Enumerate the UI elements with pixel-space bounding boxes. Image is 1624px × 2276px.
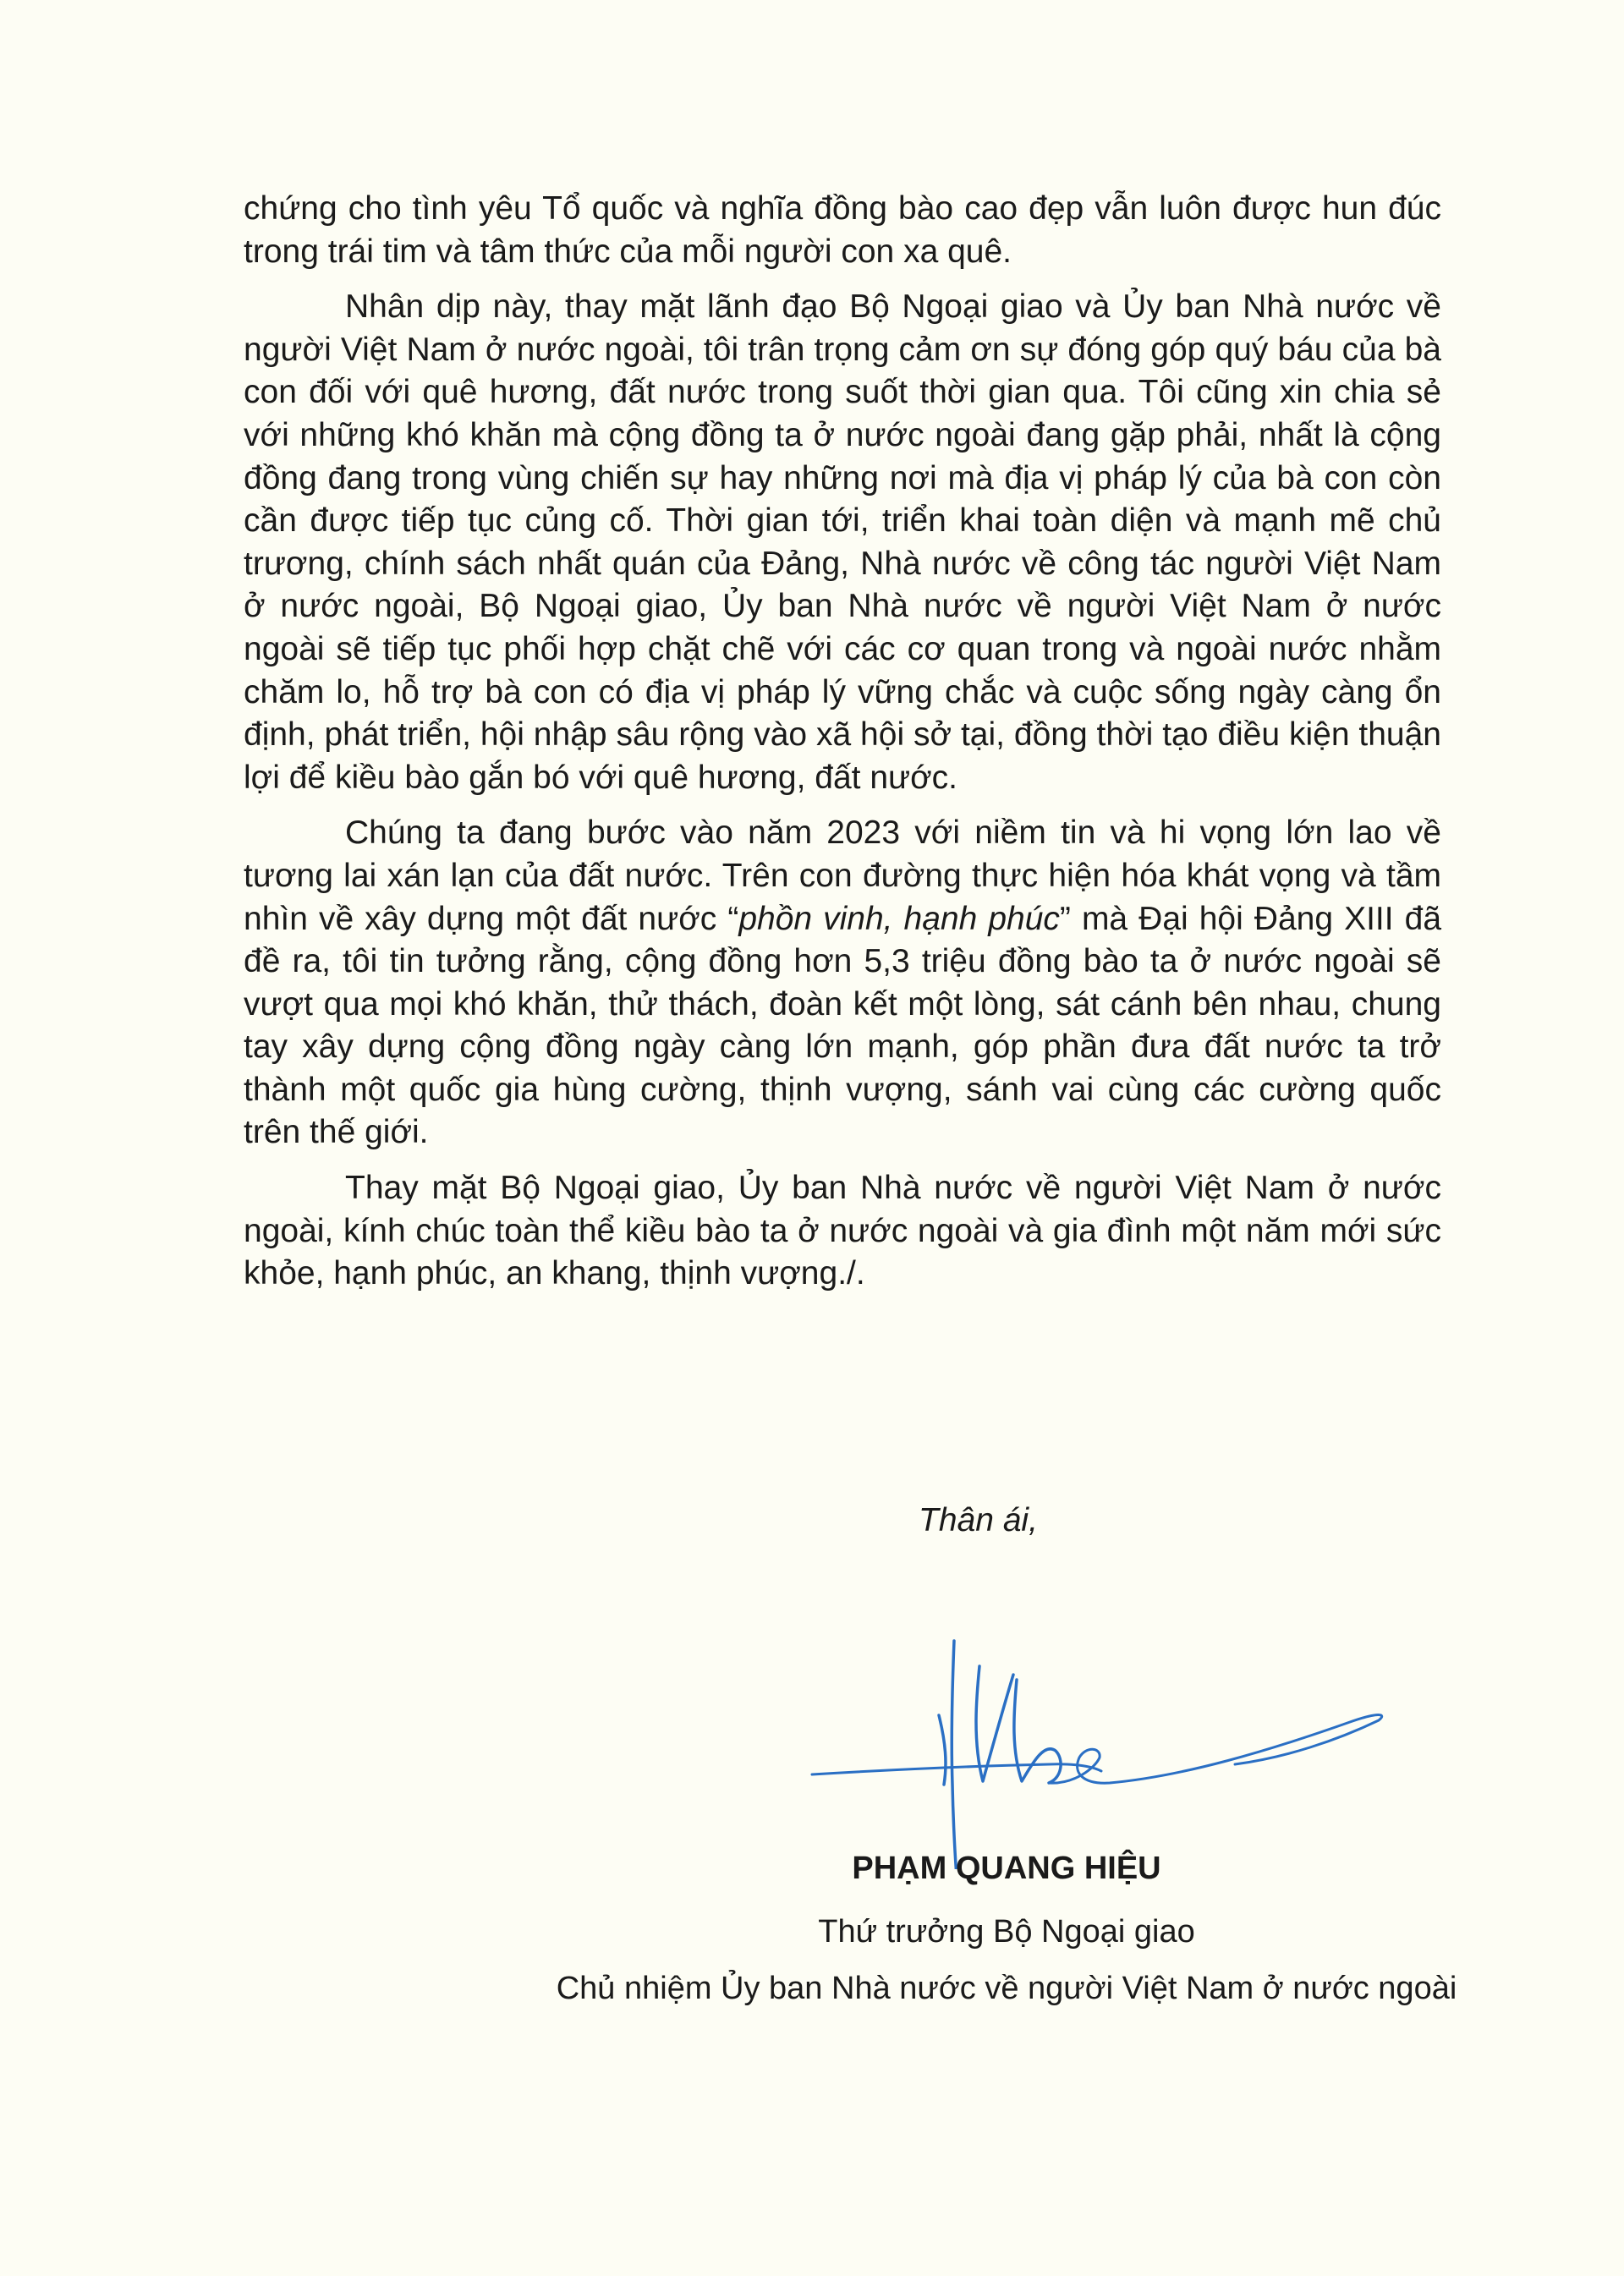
paragraph-new-year-part1: Chúng ta đang bước vào năm 2023 với niềm tin và hi vọng lớn lao về tương lai xán lạn của đất nước. Trên con đường thực hiện hóa khát vọng và tầm nhìn về xây dựng một đất nước “ bbox=[244, 814, 1441, 937]
signatory-name: PHẠM QUANG HIỆU bbox=[852, 1851, 1161, 1886]
signature-strokes bbox=[812, 1641, 1382, 1869]
paragraph-continued: chứng cho tình yêu Tổ quốc và nghĩa đồng bào cao đẹp vẫn luôn được hun đúc trong trái tim và tâm thức của mỗi người con xa quê. bbox=[244, 190, 1441, 270]
paragraph-wishes: Thay mặt Bộ Ngoại giao, Ủy ban Nhà nước về người Việt Nam ở nước ngoài, kính chúc toàn thể kiều bào ta ở nước ngoài và gia đình một năm mới sức khỏe, hạnh phúc, an khang, thịnh vượng./. bbox=[244, 1170, 1441, 1292]
signature-stroke bbox=[1049, 1715, 1382, 1784]
signature-stroke bbox=[1014, 1680, 1061, 1783]
paragraph-thanks: Nhân dịp này, thay mặt lãnh đạo Bộ Ngoại giao và Ủy ban Nhà nước về người Việt Nam ở nước ngoài, tôi trân trọng cảm ơn sự đóng góp quý báu của bà con đối với quê hương, đất nước trong suốt thời gian qua. Tôi cũng xin chia sẻ với những khó khăn mà cộng đồng ta ở nước ngoài đang gặp phải, nhất là cộng đồng đang trong vùng chiến sự hay những nơi mà địa vị pháp lý của bà con còn cần được tiếp tục củng cố. Thời gian tới, triển khai toàn diện và mạnh mẽ chủ trương, chính sách nhất quán của Đảng, Nhà nước về công tác người Việt Nam ở nước ngoài, Bộ Ngoại giao, Ủy ban Nhà nước về người Việt Nam ở nước ngoài sẽ tiếp tục phối hợp chặt chẽ với các cơ quan trong và ngoài nước nhằm chăm lo, hỗ trợ bà con có địa vị pháp lý vững chắc và cuộc sống ngày càng ổn định, phát triển, hội nhập sâu rộng vào xã hội sở tại, đồng thời tạo điều kiện thuận lợi để kiều bào gắn bó với quê hương, đất nước. bbox=[244, 288, 1441, 796]
signature-stroke bbox=[952, 1641, 957, 1869]
paragraph-new-year-part2: ” mà Đại hội Đảng XIII đã đề ra, tôi tin tưởng rằng, cộng đồng hơn 5,3 triệu đồng bào ta ở nước ngoài sẽ vượt qua mọi khó khăn, thử thách, đoàn kết một lòng, sát cánh bên nhau, chung tay xây dựng cộng đồng ngày càng lớn mạnh, góp phần đưa đất nước ta trở thành một quốc gia hùng cường, thịnh vượng, sánh vai cùng các cường quốc trên thế giới. bbox=[244, 900, 1442, 1151]
signature-stroke bbox=[976, 1666, 1013, 1781]
signatory-title-2: Chủ nhiệm Ủy ban Nhà nước về người Việt Nam ở nước ngoài bbox=[556, 1971, 1457, 2006]
signatory-title-1: Thứ trưởng Bộ Ngoại giao bbox=[818, 1914, 1195, 1950]
paragraph-new-year bbox=[244, 812, 1441, 1154]
letter-body bbox=[244, 188, 1441, 1308]
handwritten-signature bbox=[795, 1615, 1404, 1869]
signature-stroke bbox=[939, 1715, 946, 1785]
closing-salutation: Thân ái, bbox=[919, 1502, 1038, 1538]
paragraph-new-year-emphasis: phồn vinh, hạnh phúc bbox=[738, 900, 1060, 937]
